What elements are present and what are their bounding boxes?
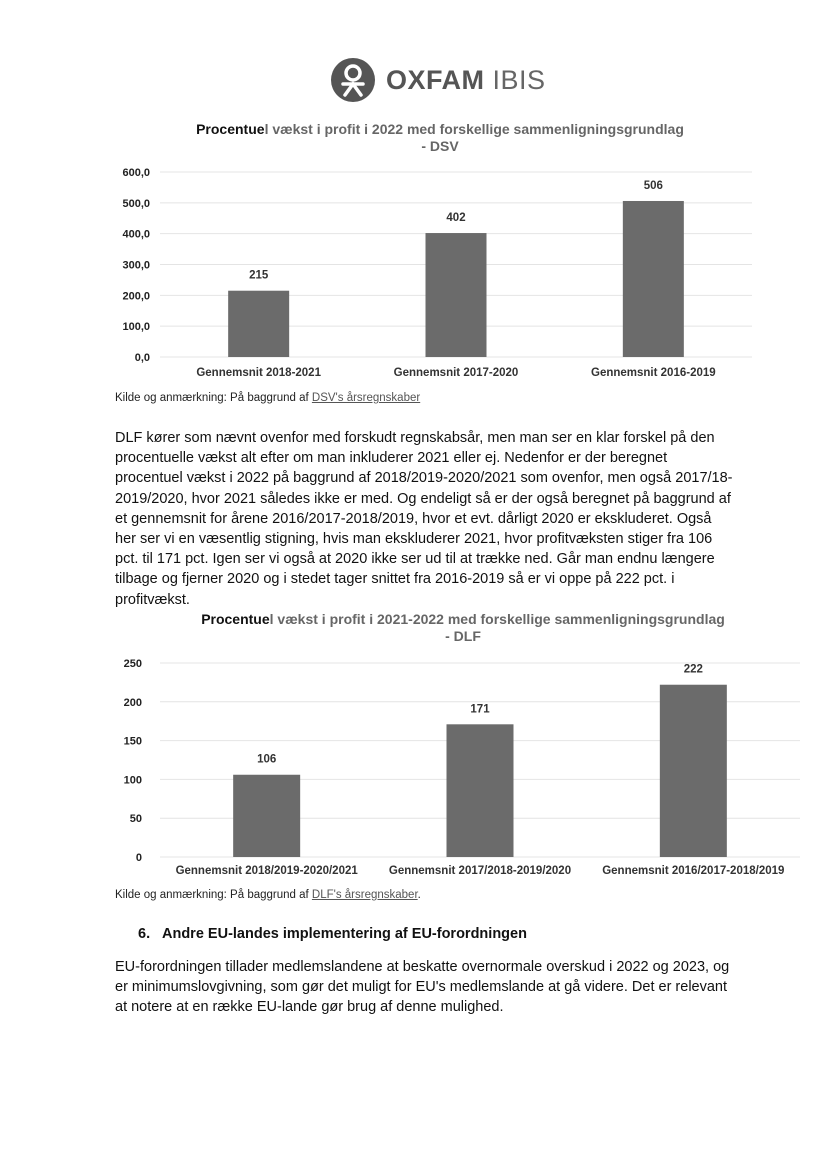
x-category-label: Gennemsnit 2016/2017-2018/2019 bbox=[602, 865, 785, 877]
chart2-title bbox=[163, 611, 763, 645]
chart1-title-line2: - DSV bbox=[421, 138, 459, 154]
chart1-title-lead: Procentue bbox=[196, 121, 265, 137]
chart2-title-rest: l vækst i profit i 2021-2022 med forskellige sammenligningsgrundlag bbox=[269, 611, 725, 627]
y-tick-label: 200 bbox=[123, 696, 142, 709]
bar bbox=[623, 201, 684, 357]
chart1-source bbox=[115, 392, 420, 404]
y-tick-label: 100,0 bbox=[122, 321, 150, 334]
y-tick-label: 150 bbox=[123, 735, 142, 748]
x-category-label: Gennemsnit 2017-2020 bbox=[393, 367, 519, 379]
x-category-label: Gennemsnit 2016-2019 bbox=[591, 367, 716, 379]
dlf-bar-chart bbox=[0, 648, 828, 888]
chart2-source-tail: . bbox=[417, 889, 421, 901]
data-label: 106 bbox=[257, 753, 277, 766]
y-tick-label: 200,0 bbox=[122, 290, 150, 303]
chart2-title-line2: - DLF bbox=[445, 628, 481, 644]
oxfam-ibis-logo bbox=[330, 55, 546, 105]
y-tick-label: 500,0 bbox=[122, 197, 150, 210]
y-tick-label: 250 bbox=[123, 658, 142, 670]
chart1-title bbox=[140, 121, 740, 155]
bar bbox=[426, 233, 487, 357]
oxfam-logo-icon bbox=[330, 57, 376, 103]
y-tick-label: 100 bbox=[123, 774, 142, 787]
chart2-source-text: Kilde og anmærkning: På baggrund af bbox=[115, 889, 312, 901]
section-number: 6. bbox=[138, 926, 151, 942]
logo-wordmark bbox=[386, 65, 546, 96]
bar bbox=[660, 685, 727, 857]
bar bbox=[228, 291, 289, 357]
data-label: 222 bbox=[683, 663, 703, 676]
data-label: 402 bbox=[446, 212, 466, 225]
y-tick-label: 0 bbox=[135, 852, 142, 864]
data-label: 171 bbox=[470, 703, 490, 716]
section-title: Andre EU-landes implementering af EU-forordningen bbox=[162, 926, 527, 942]
dsv-bar-chart bbox=[0, 160, 828, 385]
y-tick-label: 50 bbox=[129, 813, 142, 826]
body-paragraph-1: DLF kører som nævnt ovenfor med forskudt regnskabsår, men man ser en klar forskel på den procentuelle vækst alt efter om man inkluderer 2021 eller ej. Nedenfor er der beregnet procentuel vækst i 2022 på baggrund af 2018/2019-2020/2021 som ovenfor, men også 2017/18-2019/2020, hvor 2021 således ikke er med. Og endeligt så er der også beregnet på baggrund af et gennemsnit for årene 2016/2017-2018/2019, hvor et evt. dårligt 2020 er ekskluderet. Også her ser vi en væsentlig stigning, hvis man ekskluderer 2021, hvor profitvæksten stiger fra 106 pct. til 171 pct. Igen ser vi også at 2020 ikke ser ud til at trække ned. Går man endnu længere tilbage og fjerner 2020 og i stedet tager snittet fra 2016-2019 så er vi oppe på 222 pct. i profitvækst. bbox=[115, 430, 733, 608]
data-label: 215 bbox=[249, 269, 269, 282]
x-category-label: Gennemsnit 2017/2018-2019/2020 bbox=[388, 865, 572, 877]
x-category-label: Gennemsnit 2018-2021 bbox=[196, 367, 321, 379]
body-paragraph-2: EU-forordningen tillader medlemslandene at beskatte overnormale overskud i 2022 og 2023, og er minimumslovgivning, som gør det muligt for EU's medlemslande at gå videre. Det er relevant at notere at en række EU-lande gør brug af denne mulighed. bbox=[115, 959, 730, 1016]
logo-suffix: IBIS bbox=[492, 64, 546, 95]
dlf-annual-reports-link[interactable]: DLF's årsregnskaber bbox=[311, 889, 418, 901]
dsv-annual-reports-link[interactable]: DSV's årsregnskaber bbox=[311, 392, 421, 404]
chart2-source bbox=[115, 889, 421, 901]
logo-brand: OXFAM bbox=[386, 64, 485, 95]
chart1-source-text: Kilde og anmærkning: På baggrund af bbox=[115, 392, 312, 404]
chart2-title-lead: Procentue bbox=[201, 611, 270, 627]
data-label: 506 bbox=[643, 179, 663, 192]
bar bbox=[233, 775, 300, 857]
chart1-title-rest: l vækst i profit i 2022 med forskellige sammenligningsgrundlag bbox=[264, 121, 684, 137]
y-tick-label: 300,0 bbox=[122, 259, 150, 272]
x-category-label: Gennemsnit 2018/2019-2020/2021 bbox=[175, 865, 358, 877]
bar bbox=[447, 724, 514, 857]
y-tick-label: 0,0 bbox=[134, 352, 150, 364]
y-tick-label: 600,0 bbox=[122, 167, 150, 179]
section-heading bbox=[138, 926, 527, 942]
y-tick-label: 400,0 bbox=[122, 228, 150, 241]
